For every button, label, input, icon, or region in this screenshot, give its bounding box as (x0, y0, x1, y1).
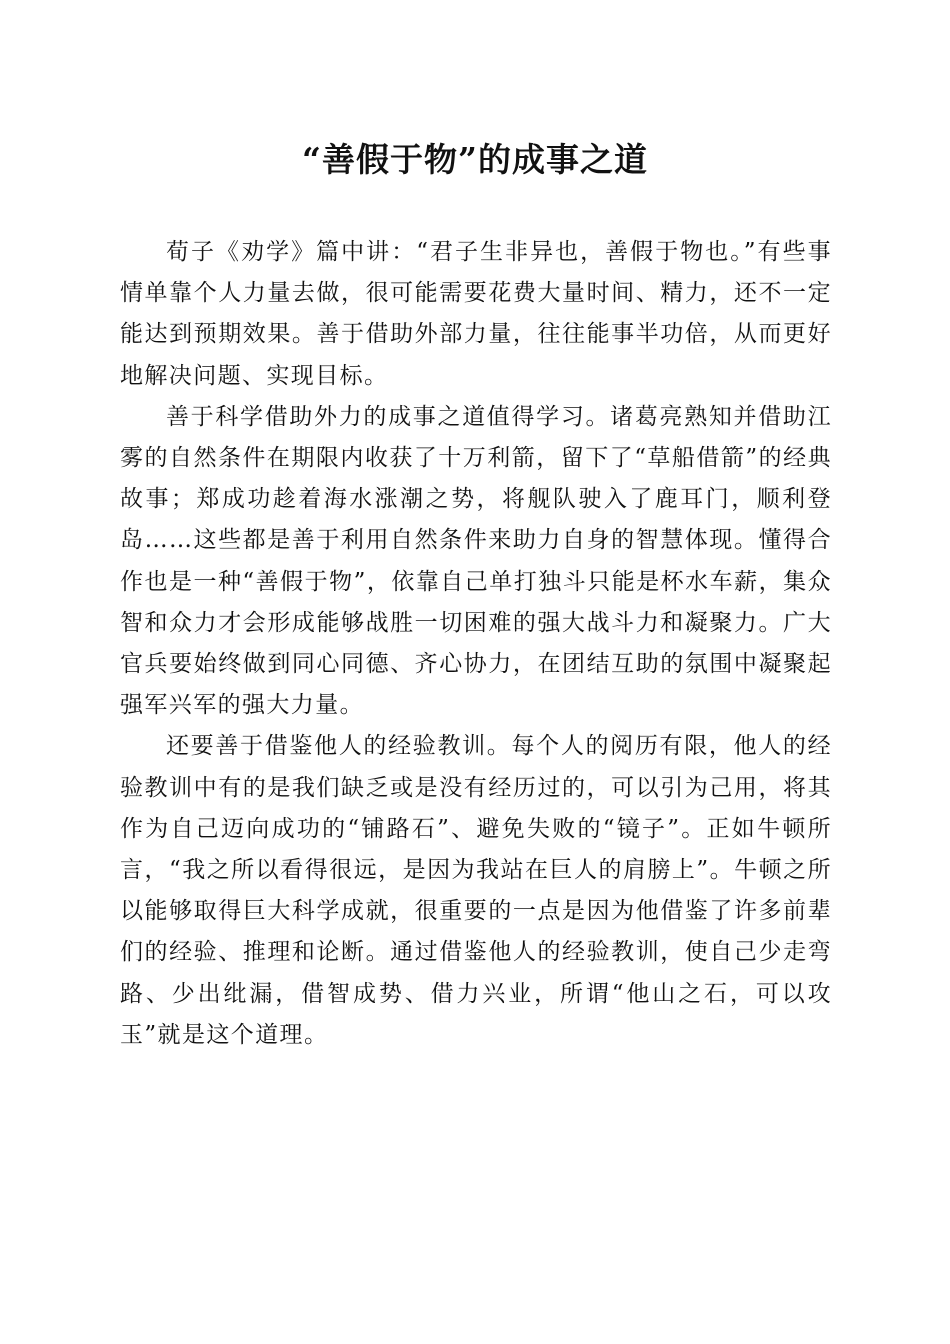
paragraph-1: 荀子《劝学》篇中讲：“君子生非异也，善假于物也。”有些事情单靠个人力量去做，很可能需要花费大量时间、精力，还不一定能达到预期效果。善于借助外部力量，往往能事半功倍，从而更好地解决问题、实现目标。 (120, 239, 832, 389)
document-body (120, 232, 832, 1056)
paragraph-3: 还要善于借鉴他人的经验教训。每个人的阅历有限，他人的经验教训中有的是我们缺乏或是没有经历过的，可以引为己用，将其作为自己迈向成功的“铺路石”、避免失败的“镜子”。正如牛顿所言，“我之所以看得很远，是因为我站在巨人的肩膀上”。牛顿之所以能够取得巨大科学成就，很重要的一点是因为他借鉴了许多前辈们的经验、推理和论断。通过借鉴他人的经验教训，使自己少走弯路、少出纰漏，借智成势、借力兴业，所谓“他山之石，可以攻玉”就是这个道理。 (120, 733, 832, 1048)
document-title: “善假于物”的成事之道 (302, 140, 648, 179)
paragraph-2: 善于科学借助外力的成事之道值得学习。诸葛亮熟知并借助江雾的自然条件在期限内收获了十万利箭，留下了“草船借箭”的经典故事；郑成功趁着海水涨潮之势，将舰队驶入了鹿耳门，顺利登岛……这些都是善于利用自然条件来助力自身的智慧体现。懂得合作也是一种“善假于物”，依靠自己单打独斗只能是杯水车薪，集众智和众力才会形成能够战胜一切困难的强大战斗力和凝聚力。广大官兵要始终做到同心同德、齐心协力，在团结互助的氛围中凝聚起强军兴军的强大力量。 (120, 403, 832, 719)
